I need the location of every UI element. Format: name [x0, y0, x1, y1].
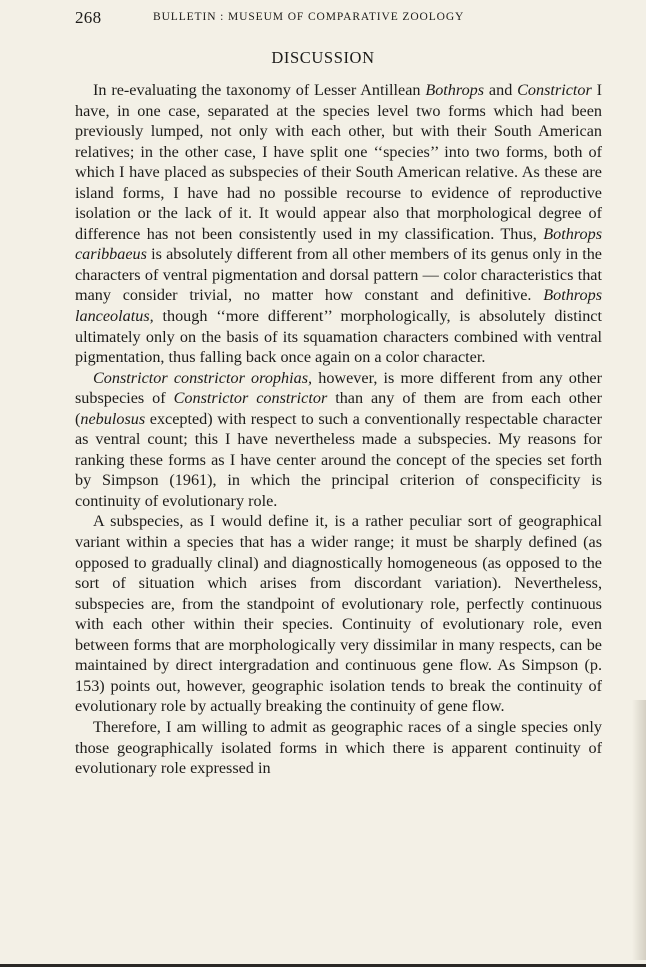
page-header — [75, 8, 605, 30]
page-number: 268 — [75, 8, 102, 27]
page-edge-shadow — [632, 700, 646, 960]
text-run: however, is more different from any other subspecies of — [75, 368, 602, 408]
text-run: excepted) with respect to such a conventionally respectable character as ventral count; this I have nevertheless made a subspecies. My reasons for ranking these forms as I have center around the concept of the species set forth by Simpson (1961), in which the principal criterion of conspecificity is continuity of evolutionary role. — [75, 409, 602, 510]
text-run: than any of them are from each other ( — [75, 389, 603, 428]
text-run: Therefore, I am willing to admit as geographic races of a single species only those geographically isolated forms in which there is apparent continuity of evolutionary role expressed in — [75, 717, 602, 778]
italic-term: Constrictor constrictor orophias, — [93, 368, 313, 387]
text-run: I have, in one case, separated at the species level two forms which had been previously lumped, not only with each other, but with their South American relatives; in the other case, I have split one ‘‘species’’ into two forms, both of which I have placed as subspecies of their South American relative. As these are island forms, I have had no possible recourse to evidence of reproductive isolation or the lack of it. It would appear also that morphological degree of difference has not been consistently used in my classification. Thus, — [75, 81, 603, 243]
body-text — [75, 80, 602, 779]
paragraph-4 — [75, 717, 602, 779]
italic-term: Constrictor constrictor — [173, 389, 328, 408]
text-run: In re-evaluating the taxonomy of Lesser Antillean — [93, 81, 426, 99]
running-head: BULLETIN : MUSEUM OF COMPARATIVE ZOOLOGY — [153, 11, 465, 23]
paragraph-3 — [75, 511, 602, 716]
paragraph-2 — [75, 368, 602, 512]
section-title: DISCUSSION — [271, 48, 375, 67]
text-run: and — [484, 81, 518, 99]
italic-term: Bothrops caribbaeus — [75, 224, 602, 264]
text-run: is absolutely different from all other members of its genus only in the characters of ventral pigmentation and dorsal pattern — color characteristics that many consider trivial, no matter how constant and definitive. — [75, 245, 602, 305]
italic-term: Bothrops lanceolatus, — [75, 286, 602, 326]
text-run: though ‘‘more different’’ morphologically, is absolutely distinct ultimately only on the basis of its squamation characters combined with ventral pigmentation, thus falling back once again on a color character. — [75, 307, 602, 367]
italic-term: Constrictor — [517, 81, 592, 99]
italic-term: nebulosus — [80, 409, 146, 428]
italic-term: Bothrops — [425, 81, 485, 99]
paragraph-1 — [75, 80, 602, 368]
text-run: A subspecies, as I would define it, is a rather peculiar sort of geographical variant within a species that has a wider range; it must be sharply defined (as opposed to gradually clinal) and diagnostically homogeneous (as opposed to the sort of situation which arises from discordant variation). Nevertheless, subspecies are, from the standpoint of evolutionary role, perfectly continuous with each other within their species. Continuity of evolutionary role, even between forms that are morphologically very dissimilar in many respects, can be maintained by direct intergradation and continuous gene flow. As Simpson (p. 153) points out, however, geographic isolation tends to break the continuity of evolutionary role by actually breaking the continuity of gene flow. — [75, 512, 602, 716]
